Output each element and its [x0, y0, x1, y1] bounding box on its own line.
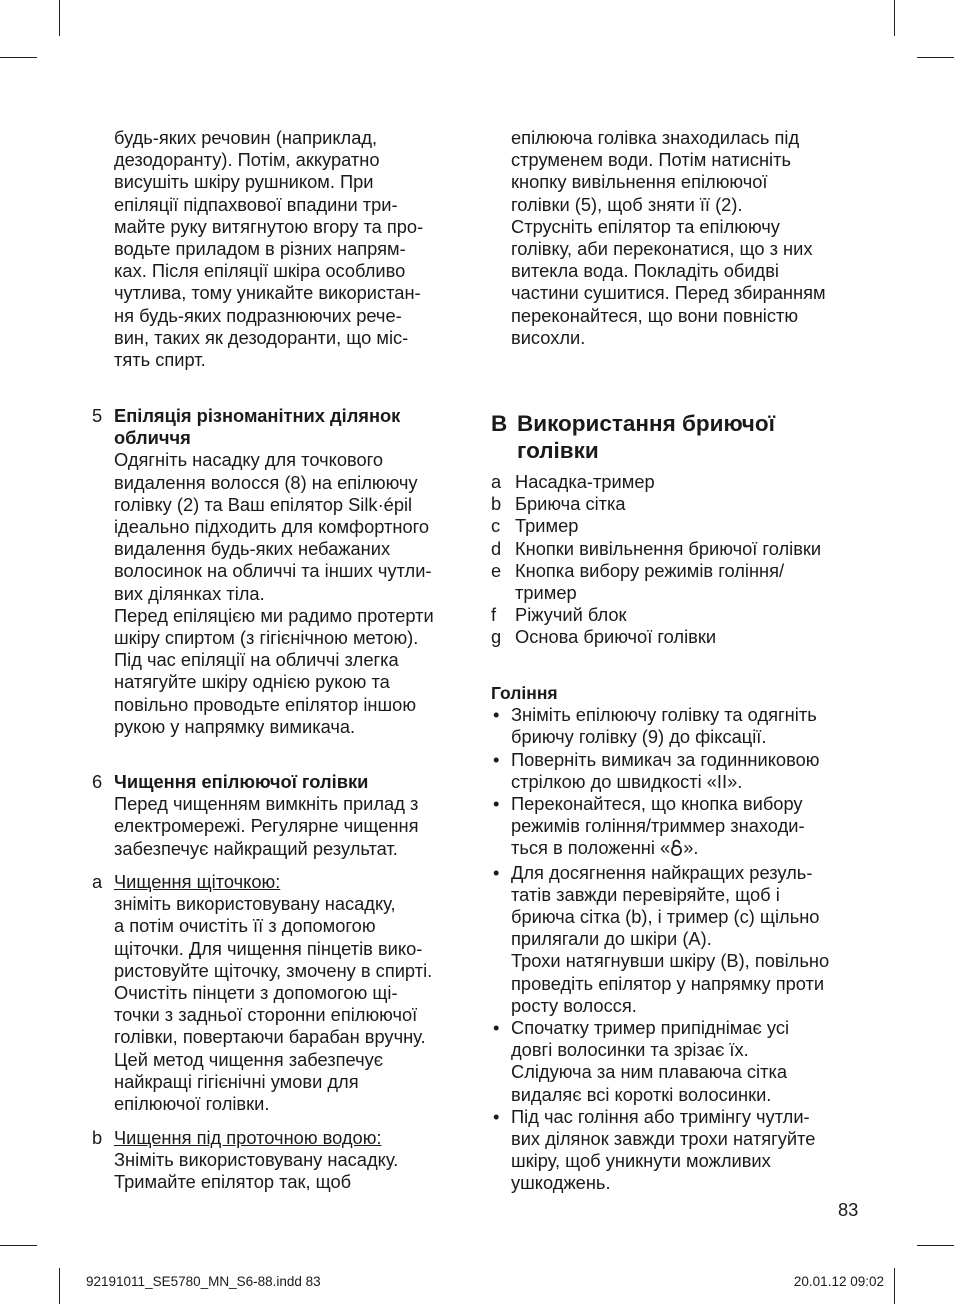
text-line: прилягали до шкіри (A).	[511, 928, 712, 950]
text-line	[511, 837, 891, 861]
shaving-title: Гоління	[491, 683, 558, 703]
list-item	[491, 538, 891, 560]
footer-file-info: 92191011_SE5780_MN_S6-88.indd 83	[86, 1274, 321, 1289]
bullet-item	[491, 749, 891, 793]
list-value-line: Кнопка вибору режимів гоління/	[515, 559, 785, 581]
text-line: Перед чищенням вимкніть прилад з	[114, 793, 419, 815]
list-key: c	[491, 515, 501, 537]
text-line: натягуйте шкіру однією рукою та	[114, 671, 390, 693]
text-line: Тримайте епілятор так, щоб	[114, 1171, 352, 1193]
text-line: шкіру спиртом (з гігієнічною метою).	[114, 627, 419, 649]
text-line: видаляє всі короткі волосинки.	[511, 1083, 772, 1105]
text-line: Очистіть пінцети з допомогою щі-	[114, 982, 398, 1004]
section-5-number: 5	[92, 405, 103, 426]
page-number: 83	[838, 1199, 859, 1220]
list-key: g	[491, 626, 502, 648]
crop-mark	[917, 57, 954, 58]
text-line: голівки, повертаючи барабан вручну.	[114, 1026, 426, 1048]
text-line: рукою у напрямку вимикача.	[114, 715, 356, 737]
text-line: Під час епіляції на обличчі злегка	[114, 649, 399, 671]
text-line: Слідуюча за ним плаваюча сітка	[511, 1061, 788, 1083]
bullet-item	[491, 1017, 891, 1106]
subsection-a	[114, 871, 432, 1115]
bullet-dot: •	[493, 748, 500, 770]
text-line: а потім очистіть її з допомогою	[114, 915, 376, 937]
subsection-a-key: a	[92, 871, 103, 892]
footer-date-time: 20.01.12 09:02	[793, 1274, 884, 1289]
crop-mark	[59, 1268, 60, 1304]
list-key: a	[491, 471, 502, 492]
text-line: стрілкою до швидкості «II».	[511, 770, 743, 792]
text-line: ках. Після епіляції шкіра особливо	[114, 260, 406, 282]
section-6	[114, 771, 419, 860]
text-line: росту волосся.	[511, 994, 637, 1016]
section-5-title: обличчя	[114, 427, 191, 449]
subsection-a-title: Чищення щіточкою:	[114, 871, 281, 892]
text-line: вих ділянках тіла.	[114, 582, 265, 604]
bullet-item	[491, 1106, 891, 1195]
text-line: Під час гоління або тримінгу чутли-	[511, 1105, 810, 1127]
list-value: Ріжучий блок	[515, 604, 627, 626]
text-line: голівки (5), щоб зняти її (2).	[511, 193, 743, 215]
text-line: Трохи натягнувши шкіру (B), повільно	[511, 950, 830, 972]
list-item	[491, 626, 891, 648]
text-line: ня будь-яких подразнюючих рече-	[114, 304, 402, 326]
text-line: витекла вода. Покладіть обидві	[511, 260, 779, 282]
crop-mark	[0, 57, 37, 58]
text-line: бриюча сітка (b), і тример (c) щільно	[511, 906, 820, 928]
text-line: Одягніть насадку для точкового	[114, 449, 384, 471]
crop-mark	[917, 1245, 954, 1246]
list-value: Кнопки вивільнення бриючої голівки	[515, 537, 822, 559]
list-key: e	[491, 559, 502, 581]
text-line: водьте приладом в різних напрям-	[114, 238, 406, 260]
text-line: точки з задньої сторонни епілюючої	[114, 1004, 418, 1026]
list-value: Тример	[515, 515, 579, 537]
bullet-item	[491, 862, 891, 1017]
text-line: будь-яких речовин (наприклад,	[114, 127, 378, 148]
text-line: частини сушитися. Перед збиранням	[511, 282, 826, 304]
bullet-dot: •	[493, 704, 500, 726]
text-line: ідеально підходить для комфортного	[114, 516, 430, 538]
text-line: бриючу голівку (9) до фіксації.	[511, 726, 767, 748]
bullet-dot: •	[493, 1105, 500, 1127]
list-item	[491, 560, 891, 604]
list-key: d	[491, 537, 502, 559]
text-line: Поверніть вимикач за годинниковою	[511, 748, 820, 770]
text-line: видалення будь-яких небажаних	[114, 538, 391, 560]
section-6-number: 6	[92, 771, 103, 792]
text-line: шкіру, щоб уникнути можливих	[511, 1150, 771, 1172]
text-line: голівку, аби переконатися, що з них	[511, 238, 813, 260]
crop-mark	[0, 1245, 37, 1246]
list-value	[515, 560, 784, 604]
text-line: висохли.	[511, 326, 586, 348]
text-line: Цей метод чищення забезпечує	[114, 1048, 384, 1070]
text-line: чутлива, тому уникайте використан-	[114, 282, 421, 304]
text-line: переконайтеся, що вони повністю	[511, 304, 799, 326]
text-line: найкращі гігієнічні умови для	[114, 1070, 359, 1092]
text-line: щіточки. Для чищення пінцетів вико-	[114, 937, 423, 959]
text-line: Для досягнення найкращих резуль-	[511, 861, 813, 883]
heading-line: голівки	[517, 438, 599, 463]
list-value: Насадка-тример	[515, 471, 655, 492]
list-item	[491, 604, 891, 626]
text-line: ушкоджень.	[511, 1172, 611, 1194]
text-line: Зніміть використовувану насадку.	[114, 1149, 399, 1171]
heading-line: Використання бриючої	[517, 411, 775, 436]
bullet-dot: •	[493, 793, 500, 815]
subsection-b-title: Чищення під проточною водою:	[114, 1127, 382, 1148]
text-line: Зніміть епілюючу голівку та одягніть	[511, 704, 817, 726]
text-line: електромережі. Регулярне чищення	[114, 815, 419, 837]
text-line: волосинок на обличчі та інших чутли-	[114, 560, 432, 582]
bullet-dot: •	[493, 1017, 500, 1039]
bullet-item	[491, 704, 891, 748]
section-b-letter: B	[491, 411, 508, 436]
list-value-line: тример	[515, 581, 577, 603]
text-line: епілюючої голівки.	[114, 1093, 270, 1115]
text-line: вих ділянок завжди трохи натягуйте	[511, 1128, 816, 1150]
text-line: Перед епіляцією ми радимо протерти	[114, 604, 434, 626]
parts-list	[491, 471, 891, 649]
text-line: забезпечує найкращий результат.	[114, 837, 398, 859]
list-value: Бриюча сітка	[515, 493, 626, 515]
text-line: кнопку вивільнення епілюючої	[511, 171, 768, 193]
text-line: проведіть епілятор у напрямку проти	[511, 972, 825, 994]
text-line: тять спирт.	[114, 349, 206, 371]
left-intro-paragraph	[114, 127, 423, 371]
section-6-title: Чищення епілюючої голівки	[114, 771, 369, 792]
text-line: татів завжди перевіряйте, щоб і	[511, 883, 780, 905]
section-5-title: Епіляція різноманітних ділянок	[114, 405, 401, 426]
subsection-b-key: b	[92, 1127, 103, 1148]
list-value: Основа бриючої голівки	[515, 626, 717, 648]
text-line: ристовуйте щіточку, змочену в спирті.	[114, 959, 433, 981]
text-line: епіляції підпахвової впадини три-	[114, 193, 398, 215]
list-key: b	[491, 493, 502, 515]
text-line: Переконайтеся, що кнопка вибору	[511, 793, 803, 815]
text-fragment: ться в положенні «	[511, 837, 671, 859]
text-line: епілююча голівка знаходилась під	[511, 127, 800, 148]
bullet-dot: •	[493, 861, 500, 883]
bullet-item	[491, 793, 891, 862]
text-line: струменем води. Потім натисніть	[511, 149, 791, 171]
text-line: висушіть шкіру рушником. При	[114, 171, 374, 193]
text-line: голівку (2) та Ваш епілятор Silk·épil	[114, 493, 413, 515]
text-fragment: ».	[683, 837, 699, 859]
list-item	[491, 515, 891, 537]
crop-mark	[894, 0, 895, 36]
text-line: зніміть використовувану насадку,	[114, 893, 396, 915]
text-line: Спочатку тример припіднімає усі	[511, 1017, 790, 1039]
text-line: повільно проводьте епілятор іншою	[114, 693, 417, 715]
section-5	[114, 405, 434, 738]
list-item	[491, 471, 891, 493]
crop-mark	[894, 1268, 895, 1304]
right-intro-paragraph	[511, 127, 826, 349]
list-key: f	[491, 604, 497, 626]
text-line: майте руку витягнутою вгору та про-	[114, 215, 424, 237]
text-line: режимів гоління/триммер знаходи-	[511, 815, 805, 837]
crop-mark	[59, 0, 60, 36]
subsection-b	[114, 1127, 398, 1194]
text-line: довгі волосинки та зрізає їх.	[511, 1039, 749, 1061]
text-line: вин, таких як дезодоранти, що міс-	[114, 326, 409, 348]
text-line: Струсніть епілятор та епілюючу	[511, 215, 780, 237]
text-line: видалення волосся (8) на епілюючу	[114, 471, 418, 493]
text-line: дезодоранту). Потім, аккуратно	[114, 149, 380, 171]
shaving-section	[491, 682, 891, 1195]
list-item	[491, 493, 891, 515]
lock-icon	[670, 839, 683, 861]
section-b-heading	[517, 410, 775, 464]
